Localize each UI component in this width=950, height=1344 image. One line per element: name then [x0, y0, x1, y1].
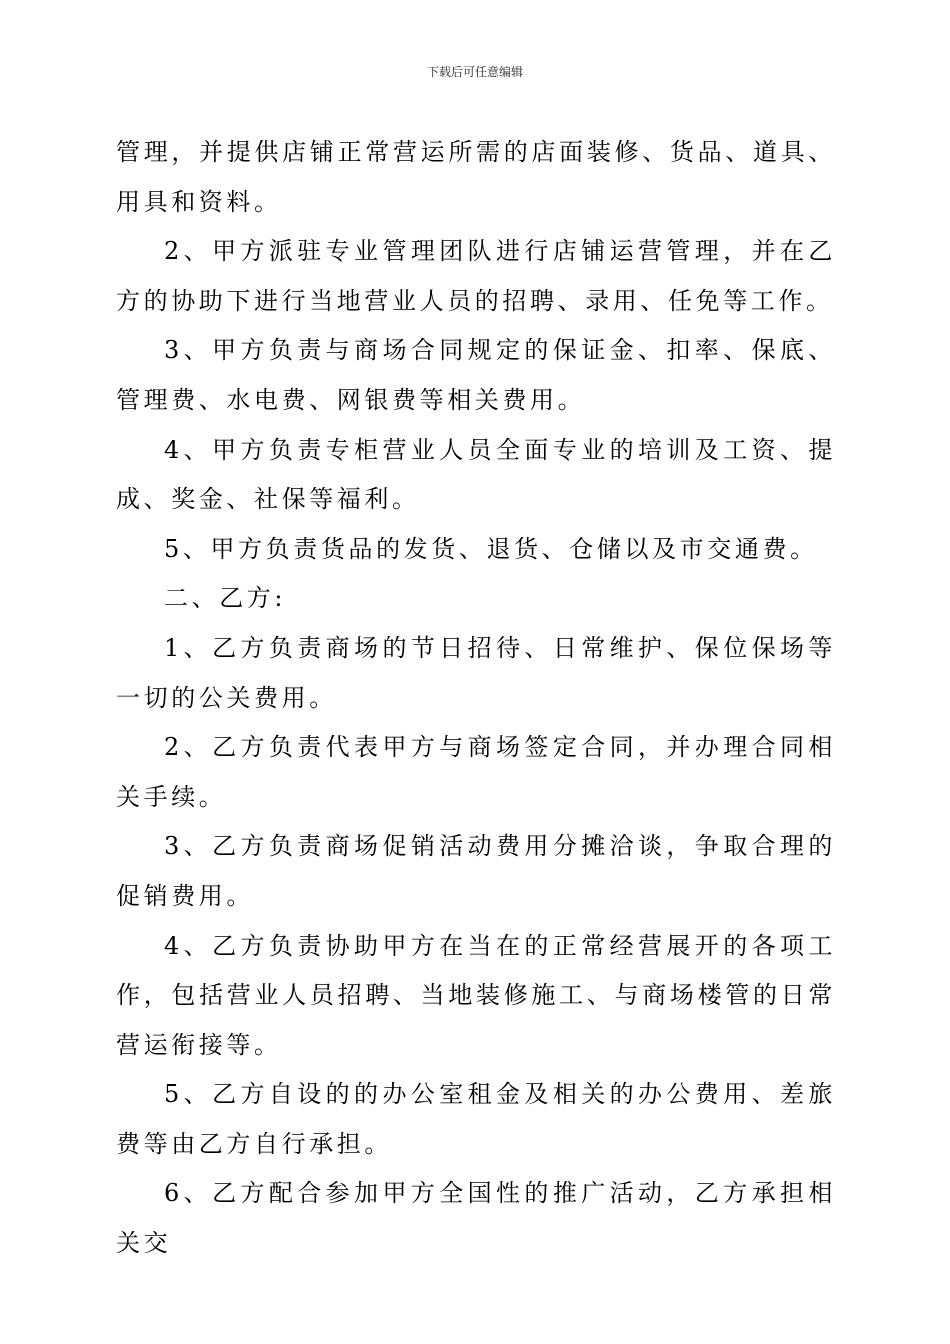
paragraph-party-b-item-1: 1、乙方负责商场的节日招待、日常维护、保位保场等一切的公关费用。: [116, 633, 836, 712]
paragraph-party-a-item-2: 2、甲方派驻专业管理团队进行店铺运营管理，并在乙方的协助下进行当地营业人员的招聘、录用、任免等工作。: [116, 237, 836, 315]
page-header-note: 下载后可任意编辑: [426, 65, 523, 79]
paragraph-party-a-item-4: 4、甲方负责专柜营业人员全面专业的培训及工资、提成、奖金、社保等福利。: [116, 435, 836, 514]
paragraph-continuation: 管理，并提供店铺正常营运所需的店面装修、货品、道具、用具和资料。: [116, 138, 836, 216]
paragraph-party-a-item-5: 5、甲方负责货品的发货、退货、仓储以及市交通费。: [164, 534, 818, 563]
section-heading-party-b: 二、乙方:: [164, 584, 287, 613]
paragraph-party-b-item-6: 6、乙方配合参加甲方全国性的推广活动，乙方承担相关交: [116, 1179, 836, 1258]
paragraph-party-b-item-3: 3、乙方负责商场促销活动费用分摊洽谈，争取合理的促销费用。: [116, 832, 836, 910]
paragraph-party-b-item-2: 2、乙方负责代表甲方与商场签定合同，并办理合同相关手续。: [116, 733, 836, 811]
paragraph-party-a-item-3: 3、甲方负责与商场合同规定的保证金、扣率、保底、管理费、水电费、网银费等相关费用。: [116, 336, 836, 414]
paragraph-party-b-item-4: 4、乙方负责协助甲方在当在的正常经营展开的各项工作，包括营业人员招聘、当地装修施工、与商场楼管的日常营运衔接等。: [116, 931, 836, 1059]
paragraph-party-b-item-5: 5、乙方自设的的办公室租金及相关的办公费用、差旅费等由乙方自行承担。: [116, 1080, 836, 1158]
document-body: [116, 128, 836, 1269]
